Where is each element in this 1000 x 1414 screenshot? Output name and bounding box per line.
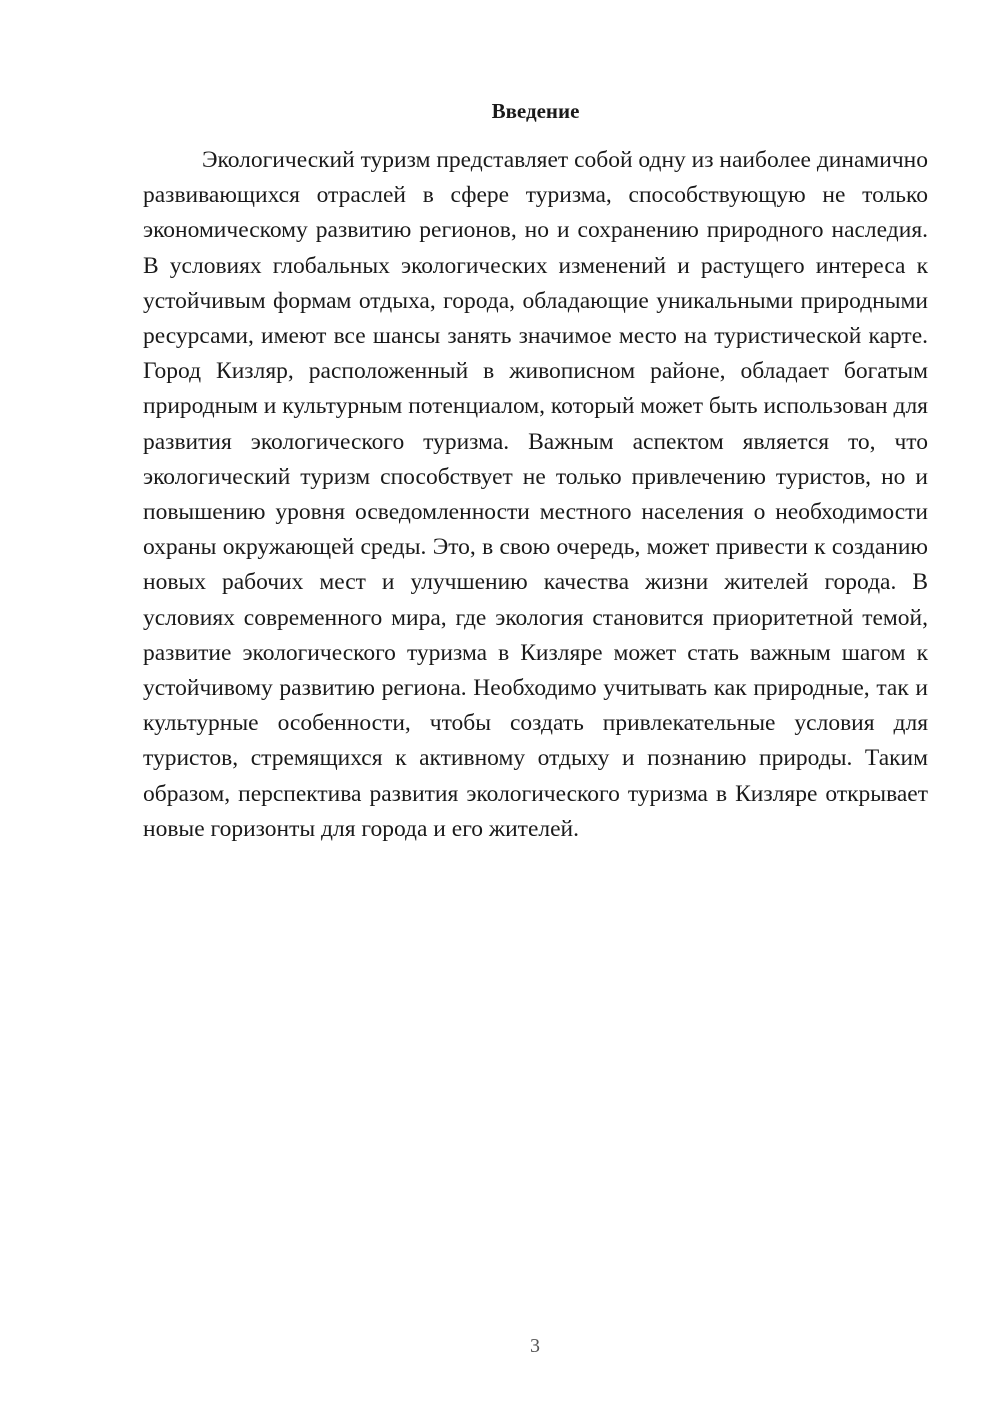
body-paragraph: Экологический туризм представляет собой одну из наиболее динамично развивающихся отраслей в сфере туризма, способствующую не только экономическому развитию регионов, но и сохранению природного наследия. В условиях глобальных экологических изменений и растущего интереса к устойчивым формам отдыха, города, обладающие уникальными природными ресурсами, имеют все шансы занять значимое место на туристической карте. Город Кизляр, расположенный в живописном районе, обладает богатым природным и культурным потенциалом, который может быть использован для развития экологического туризма. Важным аспектом является то, что экологический туризм способствует не только привлечению туристов, но и повышению уровня осведомленности местного населения о необходимости охраны окружающей среды. Это, в свою очередь, может привести к созданию новых рабочих мест и улучшению качества жизни жителей города. В условиях современного мира, где экология становится приоритетной темой, развитие экологического туризма в Кизляре может стать важным шагом к устойчивому развитию региона. Необходимо учитывать как природные, так и культурные особенности, чтобы создать привлекательные условия для туристов, стремящихся к активному отдыху и познанию природы. Таким образом, перспектива развития экологического туризма в Кизляре открывает новые горизонты для города и его жителей. (143, 147, 928, 842)
page-number: 3 (530, 1335, 540, 1357)
section-heading: Введение (491, 99, 580, 123)
